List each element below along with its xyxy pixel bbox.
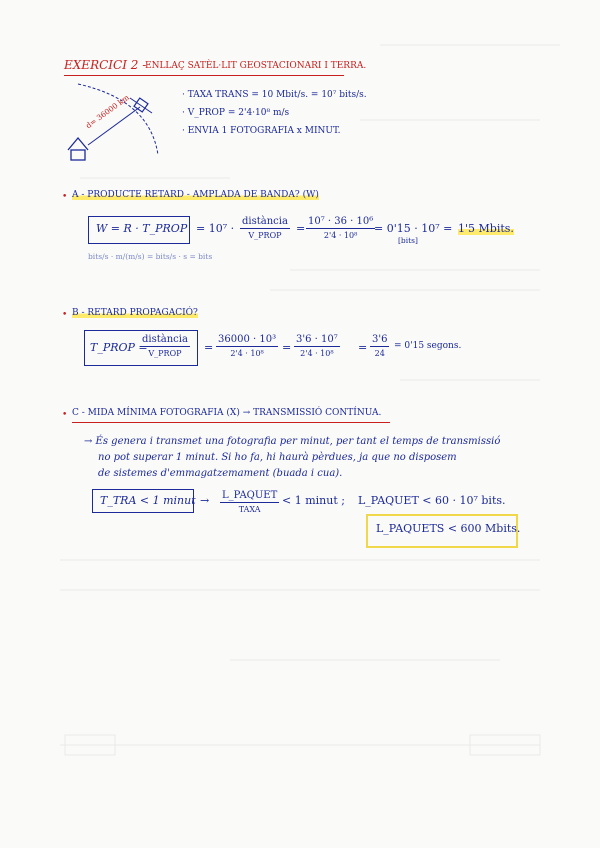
part-b-heading: B - RETARD PROPAGACIÓ? (72, 308, 198, 318)
frac-c-1-num: L_PAQUET (222, 490, 278, 501)
frac-a-2 (306, 215, 375, 242)
exercise-title: EXERCICI 2 - (64, 58, 147, 72)
final-answer: L_PAQUETS < 600 Mbits. (376, 522, 521, 535)
part-c-heading: C - MIDA MÍNIMA FOTOGRAFIA (X) → TRANSMISSIÓ CONTÍNUA. (72, 408, 382, 418)
satellite-icon (130, 98, 152, 113)
frac-a-1-den: V_PROP (248, 231, 282, 240)
ineq-c-1: < 1 minut ; (282, 494, 345, 507)
ineq-c-2: L_PAQUET < 60 · 10⁷ bits. (358, 494, 506, 507)
part-c-line-2: no pot superar 1 minut. Si ho fa, hi haurà pèrdues, ja que no disposem (98, 452, 457, 463)
frac-a-2-den: 2'4 · 10⁸ (323, 231, 358, 240)
frac-b-1-num: 36000 · 10³ (218, 334, 277, 345)
frac-b-3 (370, 333, 389, 360)
frac-b-2-num: 3'6 · 10⁷ (296, 334, 338, 345)
house-icon (68, 138, 88, 160)
given-vprop: · V_PROP = 2'4·10⁸ m/s (182, 108, 290, 118)
frac-b-1-den: 2'4 · 10⁸ (230, 349, 264, 358)
frac-b-0 (140, 333, 190, 360)
title-underline (64, 75, 344, 76)
part-c-line-1: → És genera i transmet una fotografia per minut, per tant el temps de transmissió (84, 436, 501, 447)
eq-a-3: = 0'15 · 10⁷ = (374, 222, 453, 235)
units-a: [bits] (398, 236, 418, 245)
eq-a-2: = (296, 222, 306, 235)
part-c-bullet: • (62, 410, 68, 420)
frac-b-0-num: distància (142, 334, 188, 345)
frac-b-1 (216, 333, 278, 360)
eq-b-1: = (204, 341, 214, 354)
eq-a-1: = 10⁷ · (196, 222, 235, 235)
eq-b-3: = (358, 341, 368, 354)
part-b-bullet: • (62, 310, 68, 320)
tprop-lhs: T_PROP = (90, 341, 148, 354)
frac-a-2-num: 10⁷ · 36 · 10⁶ (308, 216, 374, 227)
part-c-underline (72, 422, 390, 423)
ttra-text: T_TRA < 1 minut (100, 494, 196, 507)
exercise-subtitle: ENLLAÇ SATÈL·LIT GEOSTACIONARI I TERRA. (145, 61, 367, 71)
result-a: 1'5 Mbits. (458, 222, 514, 235)
satellite-diagram (60, 80, 180, 165)
distance-label: d= 36000 km (84, 92, 131, 131)
unit-check-a: bits/s · m/(m/s) = bits/s · s = bits (88, 252, 213, 261)
part-a-heading: A - PRODUCTE RETARD - AMPLADA DE BANDA? (W) (72, 190, 319, 200)
part-c-line-3: de sistemes d'emmagatzemament (buada i cua). (98, 468, 343, 479)
part-a-bullet: • (62, 192, 68, 202)
frac-c-1 (220, 489, 279, 516)
frac-b-0-den: V_PROP (148, 349, 182, 358)
given-photo: · ENVIA 1 FOTOGRAFIA x MINUT. (182, 126, 341, 136)
implies-arrow: → (200, 494, 210, 507)
given-taxa: · TAXA TRANS = 10 Mbit/s. = 10⁷ bits/s. (182, 90, 367, 100)
frac-b-3-num: 3'6 (372, 334, 388, 345)
frac-a-1 (240, 215, 290, 242)
frac-b-2 (294, 333, 340, 360)
formula-w: W = R · T_PROP (96, 222, 188, 235)
frac-a-1-num: distància (242, 216, 288, 227)
eq-b-2: = (282, 341, 292, 354)
result-b: = 0'15 segons. (394, 341, 462, 351)
frac-b-2-den: 2'4 · 10⁸ (300, 349, 334, 358)
frac-c-1-den: TAXA (238, 505, 261, 514)
frac-b-3-den: 24 (374, 349, 385, 358)
